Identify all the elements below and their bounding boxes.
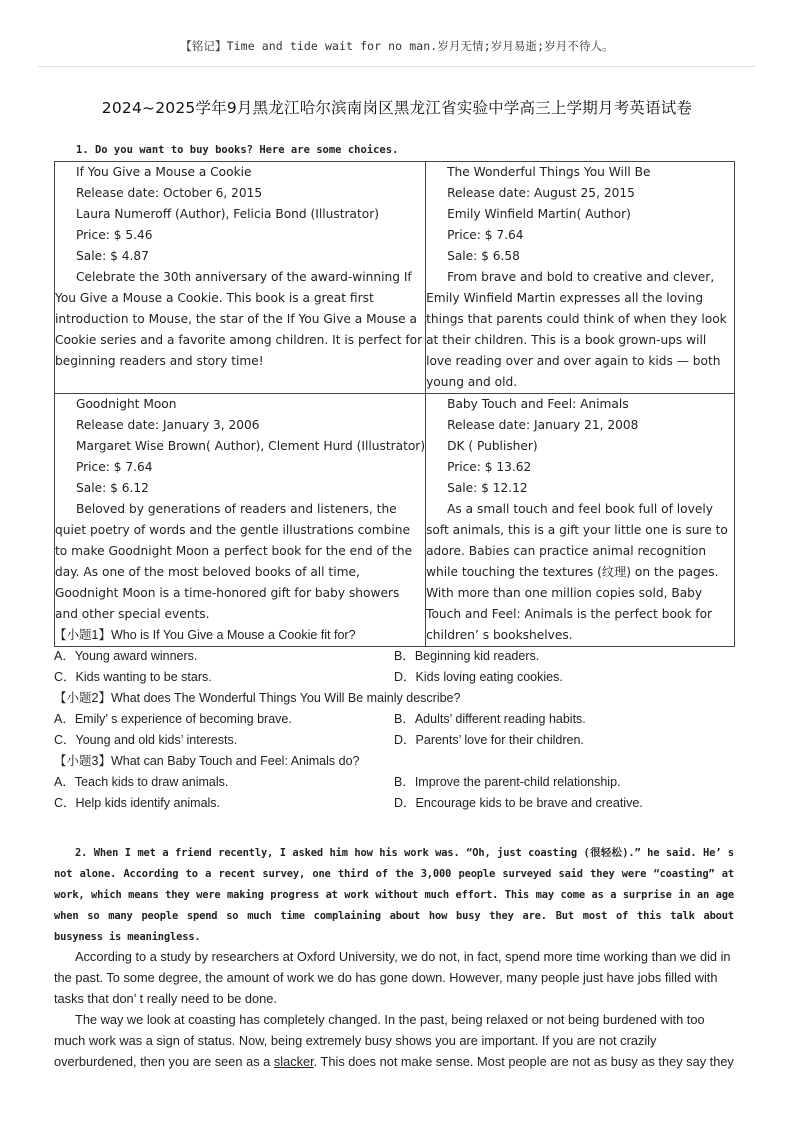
option-c: C．Help kids identify animals.	[54, 796, 221, 810]
motto-header: 【铭记】Time and tide wait for no man.岁月无情;岁月易逝;岁月不待人。	[180, 39, 614, 53]
book-credits: Laura Numeroff (Author), Felicia Bond (Illustrator)	[76, 207, 379, 221]
book-price: Price: $ 7.64	[447, 228, 524, 242]
paragraph-text: . This does not make sense. Most people are not as busy as they say they	[313, 1054, 734, 1069]
book-cell-1	[55, 162, 426, 394]
book-price: Price: $ 13.62	[447, 460, 532, 474]
option-a: A．Young award winners.	[54, 649, 198, 663]
table-row	[55, 394, 735, 647]
options-row	[54, 646, 744, 667]
option-a: A．Emily’ s experience of becoming brave.	[54, 712, 292, 726]
options-row	[54, 709, 744, 730]
option-d: D．Kids loving eating cookies.	[394, 670, 563, 684]
sub-question-1-stem: 【小题1】Who is If You Give a Mouse a Cookie fit for?	[54, 628, 356, 642]
option-c: C．Young and old kids’ interests.	[54, 733, 238, 747]
book-price: Price: $ 7.64	[76, 460, 153, 474]
option-a: A．Teach kids to draw animals.	[54, 775, 229, 789]
book-cell-3	[55, 394, 426, 647]
question2-paragraph-1: 2. When I met a friend recently, I asked him how his work was. “Oh, just coasting (很轻松).” he said. He’ s not alone. According to a recent survey, one third of the 3,000 people surveyed said they were “coasting” at work, which means they were making progress at work without much effort. This may come as a surprise in an age when so many people spend so much time complaining about how busy they are. But most of this talk about busyness is meaningless.	[54, 847, 734, 943]
header-divider	[38, 66, 756, 67]
sub-question-3-stem: 【小题3】What can Baby Touch and Feel: Animals do?	[54, 754, 360, 768]
book-description: As a small touch and feel book full of lovely soft animals, this is a gift your little one is sure to adore. Babies can practice animal recognition while touching the textures (纹理) on the pages. With more than one million copies sold, Baby Touch and Feel: Animals is the perfect book for children’ s bookshelves.	[426, 502, 728, 642]
book-title: The Wonderful Things You Will Be	[447, 165, 651, 179]
book-price: Price: $ 5.46	[76, 228, 153, 242]
page-title: 2024~2025学年9月黑龙江哈尔滨南岗区黑龙江省实验中学高三上学期月考英语试卷	[101, 99, 693, 117]
book-description: Celebrate the 30th anniversary of the award-winning If You Give a Mouse a Cookie. This book is a great first introduction to Mouse, the star of the If You Give a Mouse a Cookie series and a favorite among children. It is perfect for beginning readers and story time!	[55, 270, 423, 368]
paragraph-text: The way we look at coasting has completely changed. In the past, being relaxed or not being burdened with too much work was a sign of status. Now, being extremely busy shows you are important. If you are not crazily overburdened, then you are seen as a	[54, 1012, 705, 1069]
option-b: B．Beginning kid readers.	[394, 649, 540, 663]
book-description: Beloved by generations of readers and listeners, the quiet poetry of words and the gentle illustrations combine to make Goodnight Moon a perfect book for the end of the day. As one of the most beloved books of all time, Goodnight Moon is a time-honored gift for baby showers and other special events.	[55, 502, 413, 621]
options-row	[54, 730, 744, 751]
book-credits: Margaret Wise Brown( Author), Clement Hurd (Illustrator)	[76, 439, 426, 453]
options-row	[54, 793, 744, 814]
sub-question-2-stem: 【小题2】What does The Wonderful Things You Will Be mainly describe?	[54, 691, 461, 705]
book-title: Baby Touch and Feel: Animals	[447, 397, 629, 411]
underlined-word-slacker: slacker	[273, 1054, 314, 1069]
question2-paragraph-2: According to a study by researchers at Oxford University, we do not, in fact, spend more time working than we did in the past. To some degree, the amount of work we do has gone down. However, many people just have jobs filled with tasks that don’ t really need to be done.	[54, 949, 731, 1006]
option-d: D．Encourage kids to be brave and creative.	[394, 796, 643, 810]
book-sale: Sale: $ 4.87	[76, 249, 149, 263]
option-c: C．Kids wanting to be stars.	[54, 670, 212, 684]
book-sale: Sale: $ 12.12	[447, 481, 528, 495]
book-cell-2	[426, 162, 735, 394]
book-credits: DK ( Publisher)	[447, 439, 538, 453]
books-table	[54, 161, 735, 647]
book-sale: Sale: $ 6.58	[447, 249, 520, 263]
book-cell-4	[426, 394, 735, 647]
book-description: From brave and bold to creative and clever, Emily Winfield Martin expresses all the loving things that parents could think of when they look at their children. This is a book grown-ups will love reading over and over again to kids — both young and old.	[426, 270, 727, 389]
option-d: D．Parents’ love for their children.	[394, 733, 584, 747]
options-row	[54, 667, 744, 688]
options-row	[54, 772, 744, 793]
question1-intro: 1. Do you want to buy books? Here are some choices.	[76, 144, 399, 156]
table-row	[55, 162, 735, 394]
book-release-date: Release date: January 21, 2008	[447, 418, 639, 432]
option-b: B．Improve the parent-child relationship.	[394, 775, 621, 789]
book-release-date: Release date: January 3, 2006	[76, 418, 260, 432]
book-credits: Emily Winfield Martin( Author)	[447, 207, 631, 221]
book-sale: Sale: $ 6.12	[76, 481, 149, 495]
option-b: B．Adults’ different reading habits.	[394, 712, 586, 726]
book-release-date: Release date: August 25, 2015	[447, 186, 635, 200]
book-release-date: Release date: October 6, 2015	[76, 186, 263, 200]
book-title: Goodnight Moon	[76, 397, 177, 411]
sub-questions	[54, 625, 744, 814]
question2-paragraph-3	[54, 1009, 734, 1072]
book-title: If You Give a Mouse a Cookie	[76, 165, 252, 179]
